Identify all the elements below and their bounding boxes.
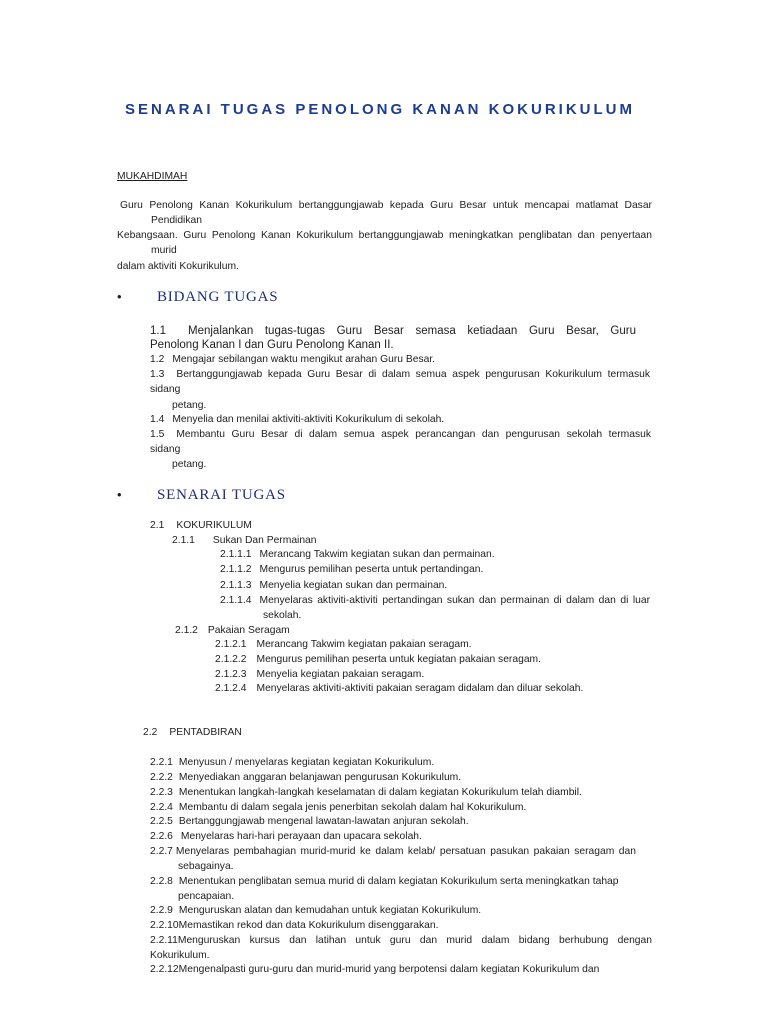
item-number: 2.2.6	[150, 831, 173, 842]
item-number: 2.2.8	[150, 876, 173, 887]
item-text: Menyelaras pembahagian murid-murid ke dalam kelab/ persatuan pasukan pakaian seragam dan	[175, 846, 636, 857]
item-number: 2.1.1.3	[220, 580, 252, 591]
item-number: 1.1	[150, 325, 166, 337]
subsection-title: KOKURIKULUM	[176, 520, 252, 531]
item-text: Menjalankan tugas-tugas Guru Besar semasa ketiadaan Guru Besar, Guru	[188, 325, 636, 337]
item-text: Menyelia kegiatan sukan dan permainan.	[259, 580, 448, 591]
item-text: Bertanggungjawab mengenal lawatan-lawatan anjuran sekolah.	[178, 816, 469, 827]
item-number: 1.4	[150, 414, 165, 425]
item-number: 2.2.5	[150, 816, 173, 827]
item-text: Membantu di dalam segala jenis penerbitan sekolah dalam hal Kokurikulum.	[178, 802, 527, 813]
list-item	[150, 845, 636, 859]
subsection-pakaian	[175, 624, 290, 638]
item-continuation: Kokurikulum.	[150, 950, 210, 961]
section-senarai-tugas	[117, 486, 286, 506]
mukadimah-heading: MUKAHDIMAH	[117, 171, 188, 182]
section-bidang-tugas	[117, 288, 278, 308]
item-text: Merancang Takwim kegiatan pakaian seragam.	[256, 639, 472, 650]
list-item	[150, 815, 469, 829]
document-title: SENARAI TUGAS PENOLONG KANAN KOKURIKULUM	[125, 101, 635, 118]
item-text: Mengajar sebilangan waktu mengikut arahan Guru Besar.	[172, 354, 436, 365]
item-number: 2.1.2.3	[215, 669, 247, 680]
item-number: 2.1.1.4	[220, 595, 252, 606]
item-number: 2.1.1.2	[220, 564, 252, 575]
list-item	[150, 756, 434, 770]
list-item	[150, 353, 435, 367]
list-item	[220, 579, 447, 593]
item-continuation: sidang	[150, 384, 181, 395]
list-item	[150, 875, 619, 889]
subsection-title: Pakaian Seragam	[207, 625, 290, 636]
item-continuation: petang.	[172, 459, 207, 470]
item-text: Menyusun / menyelaras kegiatan kegiatan Kokurikulum.	[178, 757, 435, 768]
item-text: Mengurus pemilihan peserta untuk pertandingan.	[259, 564, 484, 575]
subsection-sukan	[172, 534, 317, 548]
list-item	[220, 594, 650, 608]
subsection-title: Sukan Dan Permainan	[212, 535, 317, 546]
item-text: Mengurus pemilihan peserta untuk kegiatan pakaian seragam.	[256, 654, 541, 665]
item-number: 2.2.9	[150, 905, 173, 916]
item-number: 2.2.3	[150, 787, 173, 798]
item-number: 2.1	[150, 520, 165, 531]
item-number: 1.5	[150, 429, 165, 440]
list-item	[150, 904, 481, 918]
subsection-pentadbiran	[143, 726, 242, 740]
item-continuation: sebagainya.	[178, 861, 234, 872]
item-text: Merancang Takwim kegiatan sukan dan permainan.	[259, 549, 495, 560]
item-text: Menyediakan anggaran belanjawan pengurusan Kokurikulum.	[178, 772, 462, 783]
list-item	[215, 653, 541, 667]
item-text: Menyelia dan menilai aktiviti-aktiviti Kokurikulum di sekolah.	[172, 414, 445, 425]
list-item	[150, 963, 599, 977]
item-text: Mengenalpasti guru-guru dan murid-murid yang berpotensi dalam kegiatan Kokurikulum dan	[178, 964, 600, 975]
list-item	[150, 801, 526, 815]
item-text: Menyelaras aktiviti-aktiviti pertandingan sukan dan permainan di dalam dan di luar	[259, 595, 650, 606]
item-text: Menyelia kegiatan pakaian seragam.	[256, 669, 425, 680]
list-item	[150, 413, 444, 427]
item-text: Menyelaras hari-hari perayaan dan upacara sekolah.	[180, 831, 422, 842]
item-text: Menentukan langkah-langkah keselamatan di dalam kegiatan Kokurikulum telah diambil.	[178, 787, 582, 798]
section-heading: SENARAI TUGAS	[157, 487, 286, 503]
paragraph-line: Pendidikan	[151, 215, 202, 226]
item-number: 2.2.12	[150, 964, 179, 975]
item-text: Menyelaras aktiviti-aktiviti pakaian seragam didalam dan diluar sekolah.	[256, 683, 584, 694]
item-continuation: Penolong Kanan I dan Guru Penolong Kanan II.	[150, 339, 394, 351]
list-item	[150, 368, 650, 382]
item-continuation: petang.	[172, 400, 207, 411]
list-item	[220, 563, 483, 577]
item-text: Menguruskan alatan dan kemudahan untuk kegiatan Kokurikulum.	[178, 905, 482, 916]
item-number: 2.1.2.1	[215, 639, 247, 650]
list-item	[215, 668, 424, 682]
item-number: 2.1.2.2	[215, 654, 247, 665]
list-item	[150, 934, 652, 948]
item-text: Memastikan rekod dan data Kokurikulum disenggarakan.	[178, 920, 439, 931]
list-item	[150, 771, 461, 785]
item-number: 1.3	[150, 369, 165, 380]
list-item	[150, 324, 636, 338]
item-number: 2.2.1	[150, 757, 173, 768]
list-item	[215, 682, 583, 696]
list-item	[220, 548, 495, 562]
subsection-kokurikulum	[150, 519, 252, 533]
item-number: 2.2.10	[150, 920, 179, 931]
paragraph-line: murid	[151, 245, 177, 256]
list-item	[150, 428, 651, 442]
list-item	[150, 786, 582, 800]
item-number: 2.1.2.4	[215, 683, 247, 694]
item-continuation: sidang	[150, 444, 181, 455]
item-text: Bertanggungjawab kepada Guru Besar di dalam semua aspek pengurusan Kokurikulum termasuk	[176, 369, 650, 380]
item-number: 2.2.2	[150, 772, 173, 783]
item-number: 2.1.2	[175, 625, 198, 636]
item-number: 1.2	[150, 354, 165, 365]
item-number: 2.1.1	[172, 535, 195, 546]
item-number: 2.1.1.1	[220, 549, 252, 560]
bullet-icon: •	[117, 289, 122, 304]
list-item	[215, 638, 472, 652]
item-continuation: sekolah.	[263, 610, 302, 621]
item-number: 2.2.4	[150, 802, 173, 813]
item-number: 2.2.11	[150, 935, 178, 946]
item-continuation: pencapaian.	[178, 891, 235, 902]
item-number: 2.2.7	[150, 846, 173, 857]
section-heading: BIDANG TUGAS	[157, 289, 279, 305]
paragraph-line: Kebangsaan. Guru Penolong Kanan Kokurikulum bertanggungjawab meningkatkan penglibatan dan penyertaan	[117, 230, 652, 241]
paragraph-line: dalam aktiviti Kokurikulum.	[117, 261, 239, 272]
item-text: Menguruskan kursus dan latihan untuk guru dan murid dalam bidang berhubung dengan	[177, 935, 652, 946]
subsection-title: PENTADBIRAN	[169, 727, 242, 738]
item-text: Membantu Guru Besar di dalam semua aspek perancangan dan pengurusan sekolah termasuk	[176, 429, 651, 440]
item-number: 2.2	[143, 727, 158, 738]
item-text: Menentukan penglibatan semua murid di dalam kegiatan Kokurikulum serta meningkatkan tahap	[178, 876, 619, 887]
list-item	[150, 919, 439, 933]
paragraph-line: Guru Penolong Kanan Kokurikulum bertanggungjawab kepada Guru Besar untuk mencapai matlamat Dasar	[120, 200, 652, 211]
list-item	[150, 830, 422, 844]
bullet-icon: •	[117, 487, 122, 502]
